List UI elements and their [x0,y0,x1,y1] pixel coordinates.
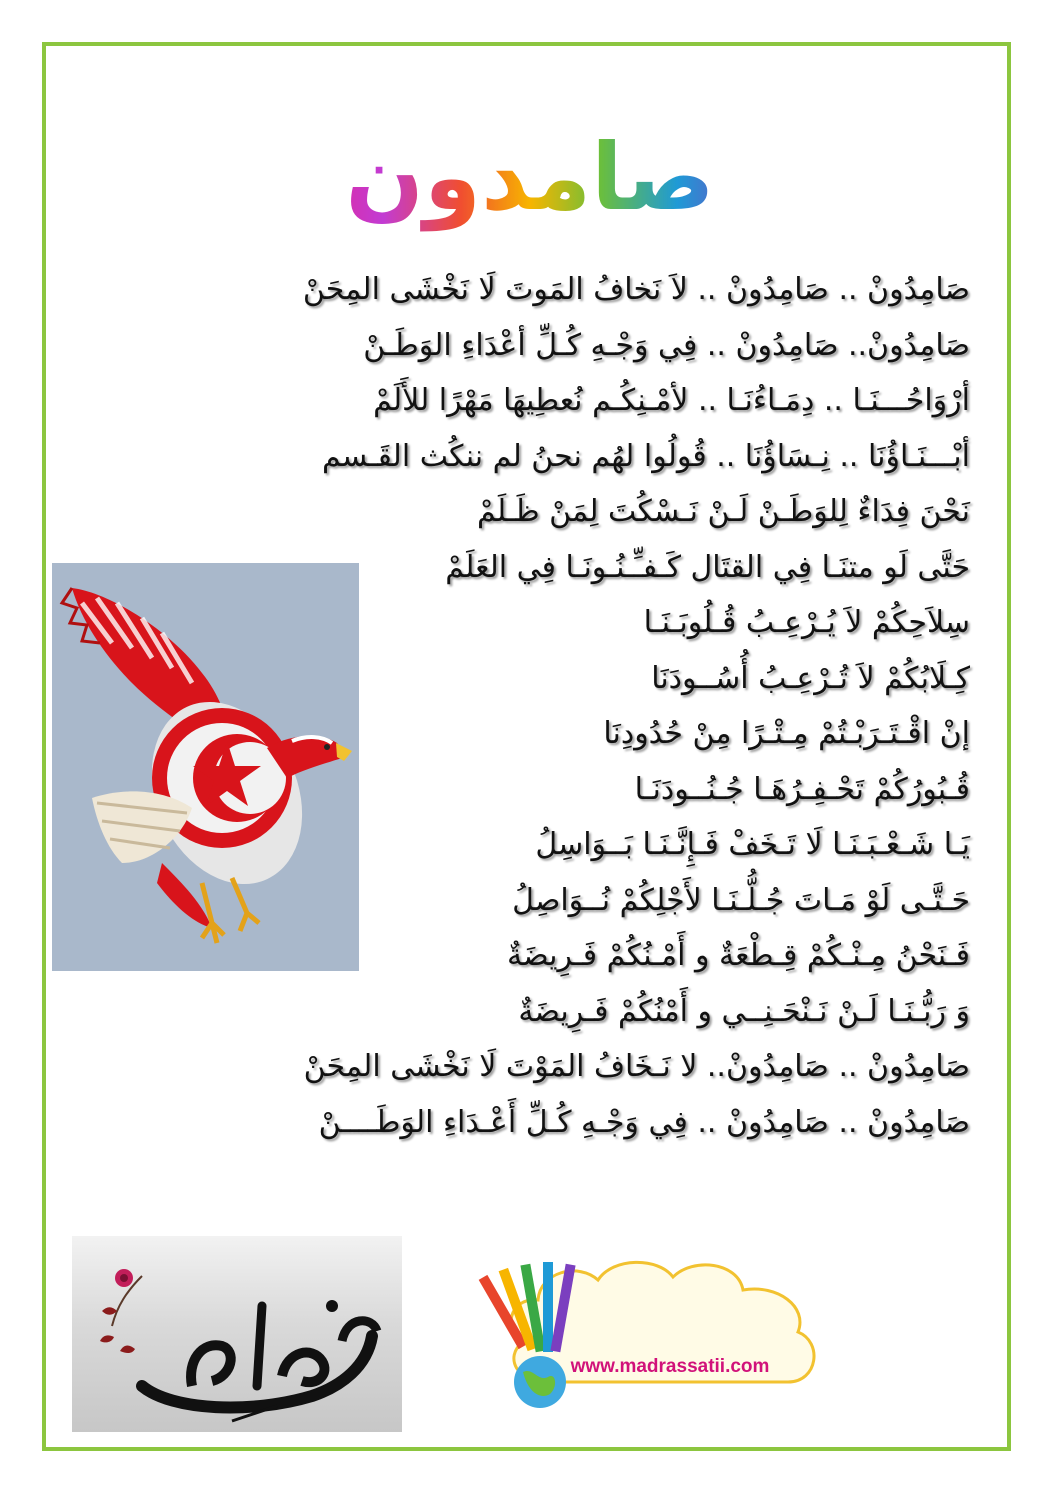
logo-cloud [478,1232,828,1422]
poem-line: صَامِدُونْ.. صَامِدُونْ .. فِي وَجْـهِ كُـلِّ أعْدَاءِ الوَطَـنْ [363,327,970,363]
website-url[interactable]: www.madrassatii.com [570,1356,770,1377]
poem-line: صَامِدُونْ .. صَامِدُونْ .. لاَ نَخافُ المَوتَ لَا نَخْشَى المِحَنْ [302,272,970,307]
eagle-icon [52,563,359,971]
website-logo [478,1232,828,1422]
poem-line: أرْوَاحُـــنَـا .. دِمَـاءُنَـا .. لأمْـنِكُـم نُعطِيهَا مَهْرًا للأَلَمْ [373,383,970,418]
poem-line: سِلاَحِكُمْ لاَ يُـرْعِـبُ قُـلُوبَـنَـا [643,605,970,640]
poem-line: صَامِدُونْ .. صَامِدُونْ.. لا نَـخَافُ المَوْتَ لَا نَخْشَى المِحَنْ [303,1049,970,1084]
poem-line: صَامِدُونْ .. صَامِدُونْ .. فِي وَجْـهِ كُـلِّ أَعْـدَاءِ الوَطَــــنْ [318,1104,970,1140]
eagle-flag-image [52,563,359,971]
poem-line: أبْـــنَـاؤُنَا .. نِـسَاؤُنَا .. قُولُوا لهُم نحنُ لم ننكُث القَـسم [321,438,970,474]
poem-line: حَـتَّـى لَوْ مَـاتَ جُـلُّـنَـا لأَجْلِكُمْ نُــوَاصِلُ [512,882,970,918]
poem-line: فَـنَحْنُ مِـنْـكُمْ قِـطْعَةٌ و أَمْـنُكُمْ فَـرِيضَةٌ [507,938,970,973]
poem-line: قُـبُورُكُمْ تَحْـفِـرُهَـا جُـنُــودَنَـا [634,771,970,807]
calligraphy-icon [72,1236,402,1432]
poem-line: إنْ اقْـتَـرَبْـتُمْ مِـتْـرًا مِنْ حُدُودِنَا [603,716,970,751]
poem-line: كِـلَابُكُمْ لاَ تُـرْعِـبُ أُسُــودَنَا [651,660,970,696]
calligraphy-image [72,1236,402,1432]
poem-line: حَتَّى لَو متنَـا فِي القتَال كَـفـِّـنُـونَـا فِي العَلَمْ [445,549,970,585]
poem-title: صامدون [300,118,760,238]
poem-line: نَحْنَ فِدَاءٌ لِلوَطَـنْ لَـنْ نَـسْكُتَ لِمَنْ ظَـلَمْ [477,494,970,529]
poem-line: وَ رَبُّـنَـا لَـنْ نَـنْحَـنِــي و أَمْنُكُمْ فَـرِيضَةٌ [518,993,970,1029]
poem-line: يَـا شَـعْـبَـنَـا لَا تَـخَفْ فَـإِنَّـنَـا بَــوَاسِلُ [535,827,970,862]
